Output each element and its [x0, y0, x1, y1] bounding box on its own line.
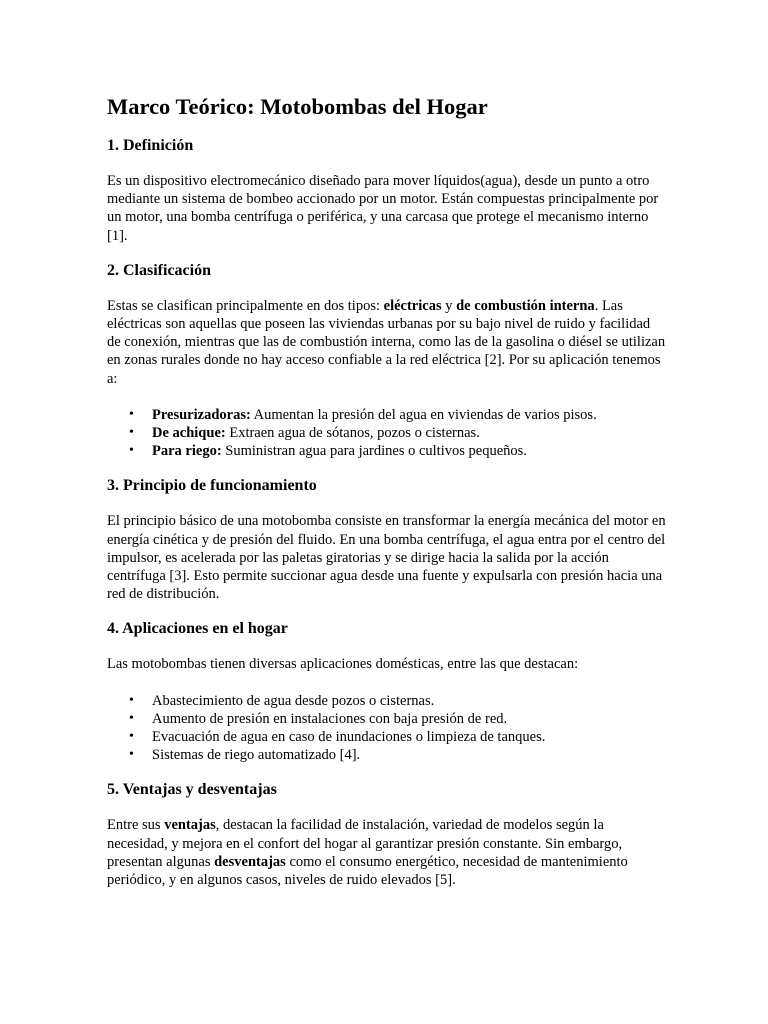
- section-paragraph-definicion: Es un dispositivo electromecánico diseñado para mover líquidos(agua), desde un punto a otro mediante un sistema de bombeo accionado por un motor. Están compuestas principalmente por un motor, una bomba centrífuga o periférica, y una carcasa que protege el mecanismo interno [1].: [107, 173, 659, 244]
- section-heading-principio: 3. Principio de funcionamiento: [107, 477, 317, 495]
- list-item-text: Abastecimiento de agua desde pozos o cisternas.: [152, 692, 435, 709]
- bullet-list-tipos: [107, 406, 668, 461]
- bullet-icon: •: [129, 729, 134, 745]
- list-item: [107, 728, 668, 746]
- bullet-icon: •: [129, 425, 134, 441]
- list-item-term: Presurizadoras:: [152, 406, 251, 423]
- bullet-icon: •: [129, 443, 134, 459]
- bullet-icon: •: [129, 747, 134, 763]
- bold-term: ventajas: [164, 817, 216, 834]
- section-heading-definicion: 1. Definición: [107, 137, 194, 154]
- list-item: [107, 406, 668, 424]
- bullet-list-aplicaciones: [107, 692, 668, 765]
- list-item-text: Evacuación de agua en caso de inundaciones o limpieza de tanques.: [152, 729, 546, 746]
- text-run: Estas se clasifican principalmente en dos tipos:: [107, 297, 384, 314]
- list-item-text: Extraen agua de sótanos, pozos o cisternas.: [225, 425, 480, 442]
- bold-term: eléctricas: [383, 297, 442, 314]
- list-item-text: Aumentan la presión del agua en viviendas de varios pisos.: [250, 406, 597, 423]
- list-item: [107, 746, 668, 764]
- section-paragraph-ventajas: [107, 816, 667, 889]
- list-item: [107, 710, 668, 728]
- text-run: , destacan la facilidad de instalación, variedad de modelos según la necesidad, y mejora en el confort del hogar al garantizar presión constante. Sin embargo, presentan algunas: [107, 817, 623, 870]
- section-paragraph-principio: El principio básico de una motobomba consiste en transformar la energía mecánica del motor en energía cinética y de presión del fluido. En una bomba centrífuga, el agua entra por el centro del impulsor, es acelerada por las paletas giratorias y se dirige hacia la salida por la acción centrífuga [3]. Esto permite succionar agua desde una fuente y expulsarla con presión hacia una red de distribución.: [107, 513, 666, 603]
- text-run: como el consumo energético, necesidad de mantenimiento periódico, y en algunos casos, niveles de ruido elevados [5].: [107, 853, 628, 889]
- bullet-icon: •: [129, 710, 134, 726]
- text-run: y: [441, 297, 457, 314]
- section-paragraph-aplicaciones: Las motobombas tienen diversas aplicaciones domésticas, entre las que destacan:: [107, 656, 579, 673]
- list-item: [107, 442, 668, 460]
- list-item-text: Aumento de presión en instalaciones con baja presión de red.: [152, 710, 508, 727]
- bullet-icon: •: [129, 692, 134, 708]
- section-paragraph-clasificacion: [107, 297, 667, 388]
- section-heading-clasificacion: 2. Clasificación: [107, 261, 211, 279]
- list-item-term: Para riego:: [152, 443, 222, 460]
- text-run: Entre sus: [107, 817, 165, 834]
- document-title: Marco Teórico: Motobombas del Hogar: [107, 94, 488, 119]
- list-item: [107, 692, 668, 710]
- list-item-text: Suministran agua para jardines o cultivos pequeños.: [221, 443, 527, 460]
- section-heading-aplicaciones: 4. Aplicaciones en el hogar: [107, 620, 288, 638]
- bullet-icon: •: [129, 406, 134, 422]
- bold-term: de combustión interna: [456, 297, 595, 314]
- list-item: [107, 424, 668, 442]
- text-run: . Las eléctricas son aquellas que poseen las viviendas urbanas por su bajo nivel de ruido y facilidad de conexión, mientras que las de combustión interna, como las de la gasolina o diésel se utilizan en zonas rurales donde no hay acceso confiable a la red eléctrica [2]. Por su aplicación tenemos a:: [107, 297, 666, 387]
- list-item-term: De achique:: [152, 425, 226, 442]
- list-item-text: Sistemas de riego automatizado [4].: [152, 747, 361, 764]
- bold-term: desventajas: [214, 853, 286, 870]
- section-heading-ventajas: 5. Ventajas y desventajas: [107, 781, 277, 799]
